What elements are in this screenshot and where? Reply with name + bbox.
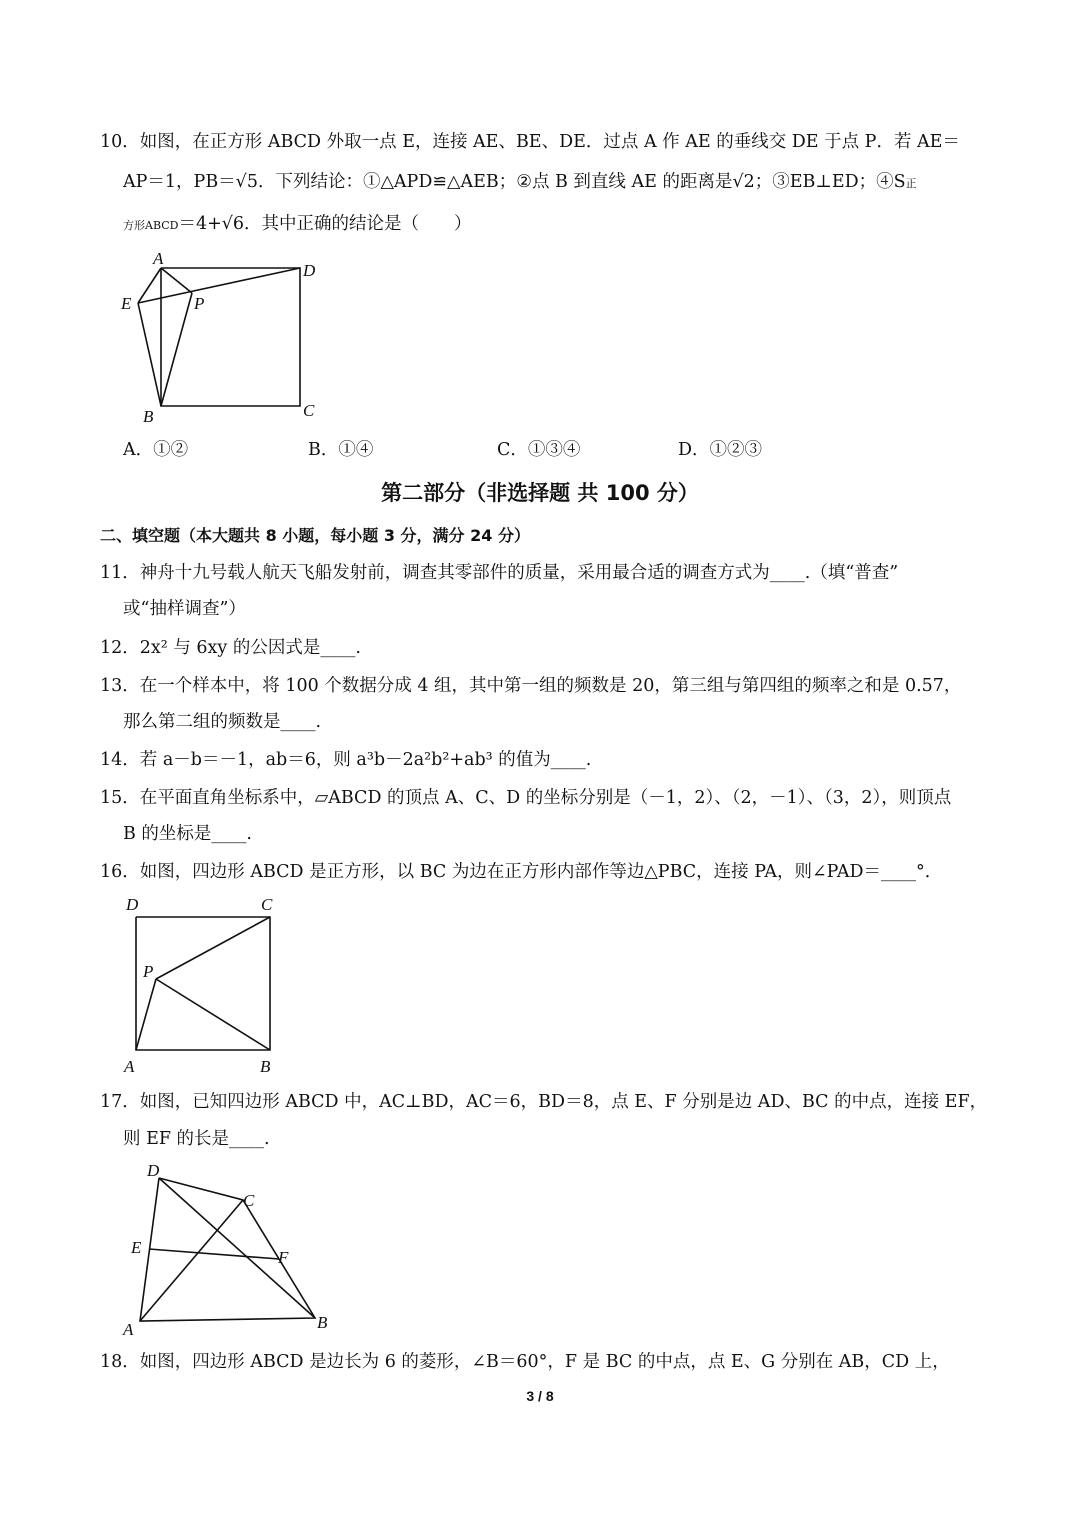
q10-line-3-text: ＝4+√6．其中正确的结论是（ ） <box>178 214 472 234</box>
q10-sub-zheng: 正 <box>905 177 917 190</box>
q17-label-E: E <box>131 1238 142 1257</box>
q10-square <box>161 268 300 406</box>
q16-line-PC <box>156 917 270 979</box>
q17-quadrilateral <box>140 1178 315 1321</box>
q10-label-A: A <box>153 249 164 268</box>
q18-line-1: 18．如图，四边形 ABCD 是边长为 6 的菱形，∠B＝60°，F 是 BC 的中点，点 E、G 分别在 AB，CD 上， <box>100 1352 950 1372</box>
q16-label-B: B <box>260 1057 271 1076</box>
q13-line-1: 13．在一个样本中，将 100 个数据分成 4 组，其中第一组的频数是 20，第三组与第四组的频率之和是 0.57， <box>100 676 962 696</box>
q10-label-E: E <box>121 294 132 313</box>
q17-label-D: D <box>147 1161 160 1180</box>
q10-line-PB <box>161 293 192 406</box>
q16-line-PB <box>156 979 270 1050</box>
q13-line-2: 那么第二组的频数是____. <box>123 712 322 732</box>
q16-line-PA <box>136 979 156 1050</box>
q10-label-B: B <box>143 407 154 426</box>
q17-label-B: B <box>317 1313 328 1332</box>
q16-label-C: C <box>261 895 273 914</box>
q14-line: 14．若 a－b＝－1，ab＝6，则 a³b－2a²b²+ab³ 的值为____. <box>100 750 592 770</box>
q10-line-3-sub: 方形ABCD <box>123 219 179 232</box>
q16-square <box>136 917 270 1050</box>
q11-line-2: 或“抽样调查”） <box>123 599 246 619</box>
q10-label-D: D <box>303 261 316 280</box>
page-number: 3 / 8 <box>526 1388 554 1404</box>
q16-label-D: D <box>126 895 139 914</box>
q10-line-1: 10．如图，在正方形 ABCD 外取一点 E，连接 AE、BE、DE．过点 A 作 AE 的垂线交 DE 于点 P．若 AE＝ <box>100 132 960 152</box>
q17-label-C: C <box>243 1191 255 1210</box>
q17-figure <box>115 1158 345 1343</box>
q10-line-ED <box>138 268 300 303</box>
q15-line-2: B 的坐标是____. <box>123 824 252 844</box>
q10-option-b: B．①④ <box>308 440 374 460</box>
q10-option-a: A．①② <box>123 440 189 460</box>
q10-line-2-text: AP＝1，PB＝√5．下列结论：①△APD≌△AEB；②点 B 到直线 AE 的距离是√2；③EB⊥ED；④S <box>123 172 906 192</box>
q10-option-d: D．①②③ <box>678 440 763 460</box>
q16-label-A: A <box>124 1057 135 1076</box>
q15-line-1: 15．在平面直角坐标系中，▱ABCD 的顶点 A、C、D 的坐标分别是（－1，2）、（2，－1）、（3，2），则顶点 <box>100 788 952 808</box>
q16-line: 16．如图，四边形 ABCD 是正方形，以 BC 为边在正方形内部作等边△PBC，连接 PA，则∠PAD＝____°． <box>100 862 943 882</box>
q10-line-AE <box>138 268 161 303</box>
q10-option-c: C．①③④ <box>497 440 581 460</box>
q17-label-F: F <box>278 1248 289 1267</box>
q16-label-P: P <box>143 962 154 981</box>
q16-figure <box>118 890 288 1080</box>
q10-line-EB <box>138 303 161 406</box>
q10-line-3 <box>123 212 472 238</box>
section-two-header: 二、填空题（本大题共 8 小题，每小题 3 分，满分 24 分） <box>100 526 530 545</box>
part-two-title: 第二部分（非选择题 共 100 分） <box>381 481 699 505</box>
q17-line-1: 17．如图，已知四边形 ABCD 中，AC⊥BD，AC＝6，BD＝8，点 E、F 分别是边 AD、BC 的中点，连接 EF， <box>100 1092 988 1112</box>
q10-figure <box>115 248 335 428</box>
q10-label-C: C <box>303 401 315 420</box>
q12-line: 12．2x² 与 6xy 的公因式是____. <box>100 638 361 658</box>
q10-line-2 <box>123 170 917 196</box>
q17-label-A: A <box>123 1320 134 1339</box>
q11-line-1: 11．神舟十九号载人航天飞船发射前，调查其零部件的质量，采用最合适的调查方式为____.（填“普查” <box>100 563 899 583</box>
q10-line-AP <box>161 268 192 293</box>
q17-segment-EF <box>149 1249 279 1259</box>
q17-diagonal-AC <box>140 1200 243 1321</box>
q10-label-P: P <box>194 294 205 313</box>
q17-line-2: 则 EF 的长是____. <box>123 1129 270 1149</box>
